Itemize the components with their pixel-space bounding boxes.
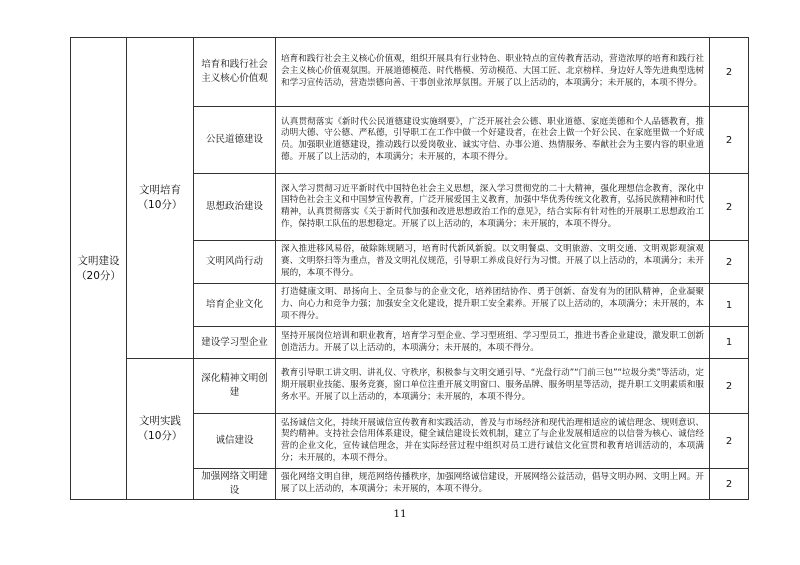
group-name: 文明培育 [139, 184, 181, 196]
evaluation-table [70, 37, 749, 500]
item-name: 思想政治建设 [194, 174, 276, 241]
item-name: 加强网络文明建设 [194, 469, 276, 500]
item-points: 2 [710, 469, 749, 500]
item-description: 坚持开展岗位培训和职业教育，培育学习型企业、学习型班组、学习型员工，推进书香企业建设，激发职工创新创造活力。开展了以上活动的，本项满分；未开展的，本项不得分。 [276, 327, 710, 359]
item-description: 教育引导职工讲文明、讲礼仪、守秩序，积极参与文明交通引导、“光盘行动”“门前三包”“垃圾分类”等活动，定期开展职业技能、服务竞赛，窗口单位注重开展文明窗口、服务品牌、服务明星等活动，提升职工文明素质和服务水平。开展了以上活动的，本项满分；未开展的，本项不得分。 [276, 359, 710, 414]
item-points: 2 [710, 414, 749, 469]
item-points: 2 [710, 241, 749, 284]
item-description: 弘扬诚信文化，持续开展诚信宣传教育和实践活动，普及与市场经济和现代治理相适应的诚信理念、规则意识、契约精神。支持社会信用体系建设，健全诚信建设长效机制，建立了与企业发展相适应的以信誉为核心、诚信经营的企业文化，宣传诚信理念，并在实际经营过程中组织对员工进行诚信文化宣贯和教育培训活动的，本项满分；未开展的，本项不得分。 [276, 414, 710, 469]
item-points: 2 [710, 359, 749, 414]
category-name: 文明建设 [77, 254, 120, 267]
item-description: 培育和践行社会主义核心价值观，组织开展具有行业特色、职业特点的宣传教育活动，营造浓厚的培育和践行社会主义核心价值观氛围。开展道德模范、时代楷模、劳动模范、大国工匠、北京榜样、身边好人等先进典型选树和学习宣传活动，营造崇德向善、干事创业浓厚氛围。开展了以上活动的，本项满分；未开展的，本项不得分。 [276, 38, 710, 107]
item-description: 打造健康文明、昂扬向上、全员参与的企业文化，培养团结协作、勇于创新、奋发有为的团队精神，企业凝聚力、向心力和竞争力强；加强安全文化建设，提升职工安全素养。开展了以上活动的，本项满分；未开展的，本项不得分。 [276, 284, 710, 327]
page-number: 11 [393, 508, 407, 520]
item-points: 2 [710, 174, 749, 241]
item-description: 深入学习贯彻习近平新时代中国特色社会主义思想，深入学习贯彻党的二十大精神，强化理想信念教育，深化中国特色社会主义和中国梦宣传教育，广泛开展爱国主义教育，加强中华优秀传统文化教育，弘扬民族精神和时代精神，认真贯彻落实《关于新时代加强和改进思想政治工作的意见》，结合实际有针对性的开展职工思想政治工作，保持职工队伍的思想稳定。开展了以上活动的，本项满分；未开展的，本项不得分。 [276, 174, 710, 241]
item-name: 文明风尚行动 [194, 241, 276, 284]
group-score: （10分） [137, 430, 183, 442]
group-cell-1 [127, 38, 194, 359]
item-name: 公民道德建设 [194, 107, 276, 174]
item-name: 培育企业文化 [194, 284, 276, 327]
item-points: 1 [710, 284, 749, 327]
item-description: 深入推进移风易俗，破除陈规陋习，培育时代新风新貌。以文明餐桌、文明旅游、文明交通、文明观影观演观赛、文明祭扫等为重点，普及文明礼仪规范，引导职工养成良好行为习惯。开展了以上活动的，本项满分；未开展的，本项不得分。 [276, 241, 710, 284]
category-score: （20分） [76, 269, 121, 282]
item-name: 诚信建设 [194, 414, 276, 469]
group-score: （10分） [137, 199, 183, 211]
item-description: 认真贯彻落实《新时代公民道德建设实施纲要》，广泛开展社会公德、职业道德、家庭美德和个人品德教育，推动明大德、守公德、严私德，引导职工在工作中做一个好建设者，在社会上做一个好公民、在家庭里做一个好成员。加强职业道德建设，推动践行以爱岗敬业、诚实守信、办事公道、热情服务、奉献社会为主要内容的职业道德。开展了以上活动的，本项满分；未开展的，本项不得分。 [276, 107, 710, 174]
item-name: 建设学习型企业 [194, 327, 276, 359]
group-cell-2 [127, 359, 194, 500]
item-description: 强化网络文明自律，规范网络传播秩序，加强网络诚信建设，开展网络公益活动，倡导文明办网、文明上网。开展了以上活动的，本项满分；未开展的，本项不得分。 [276, 469, 710, 500]
item-name: 深化精神文明创建 [194, 359, 276, 414]
item-points: 2 [710, 38, 749, 107]
category-cell [71, 38, 127, 500]
item-name: 培育和践行社会主义核心价值观 [194, 38, 276, 107]
group-name: 文明实践 [139, 415, 181, 427]
item-points: 1 [710, 327, 749, 359]
item-points: 2 [710, 107, 749, 174]
